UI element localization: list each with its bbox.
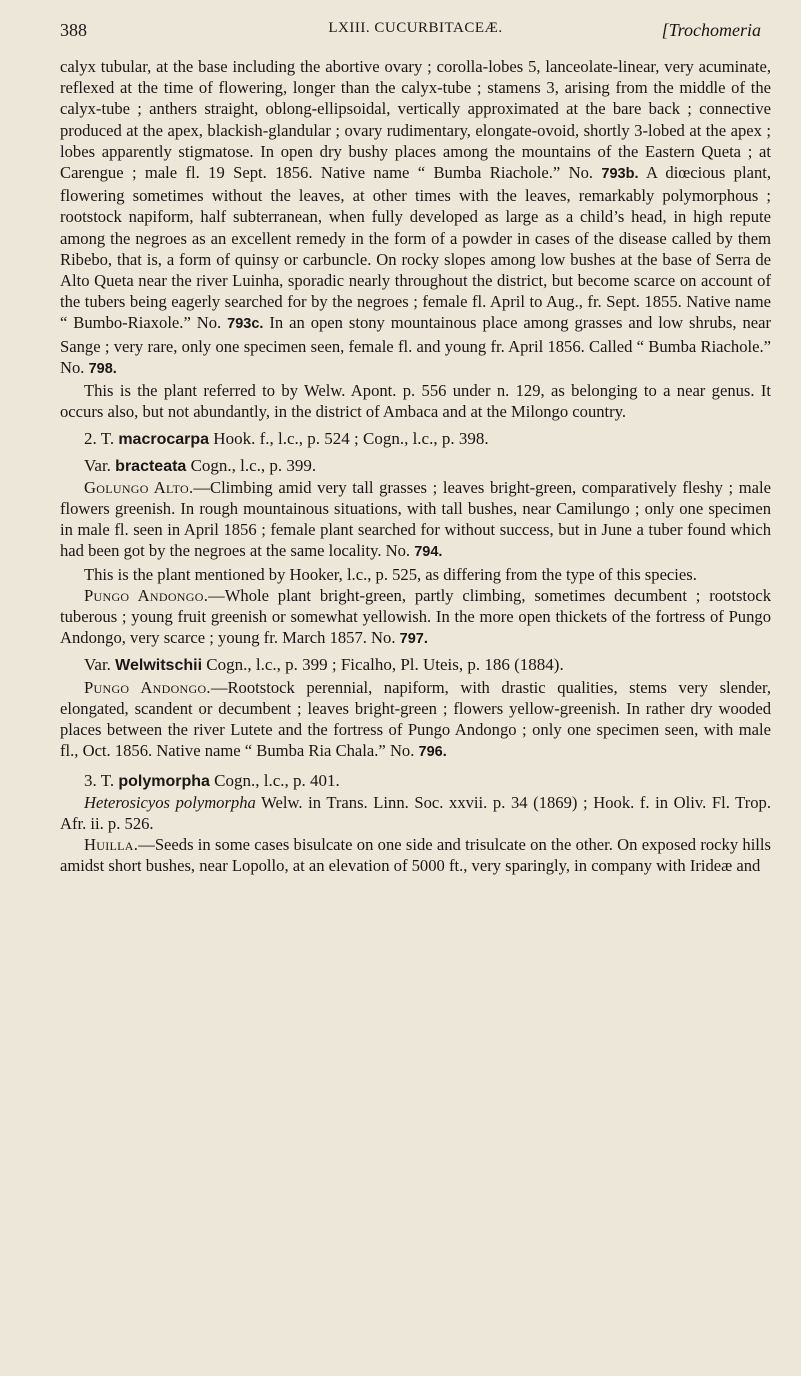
body-text — [60, 56, 771, 877]
text-span: —Whole plant bright-green, partly climbing, sometimes decumbent ; rootstock tuberous ; young fruit greenish or somewhat yellowish. In the more open thickets of the fortress of Pungo Andongo, very scarce ; young fr. March 1857. No. — [60, 585, 771, 648]
variety-entry-bracteata — [60, 455, 771, 477]
variety-entry-welwitschii — [60, 654, 771, 676]
specimen-number: 793b. — [601, 166, 639, 183]
species-number: 2. T. — [84, 429, 115, 449]
variety-label: Var. — [84, 655, 111, 675]
variety-label: Var. — [84, 455, 111, 475]
paragraph-note: This is the plant referred to by Welw. Apont. p. 556 under n. 129, as belonging to a near genus. It occurs also, but not abundantly, in the district of Ambaca and at the Milongo country. — [60, 381, 771, 422]
specimen-number: 793c. — [227, 316, 264, 333]
locality-golungo-alto — [60, 477, 771, 564]
species-entry-polymorpha — [60, 770, 771, 792]
page-header — [60, 20, 771, 56]
text-span: calyx tubular, at the base including the abortive ovary ; corolla-lobes 5, lanceolate-linear, very acuminate, reflexed at the time of flowering, longer than the calyx-tube ; stamens 3, arising from the middle of the calyx-tube ; anthers straight, oblong-ellipsoidal, vertically approximated at the bare back ; connective produced at the apex, blackish-glandular ; ovary rudimentary, elongate-ovoid, shortly 3-lobed at the apex ; lobes apparently stigmatose. In open dry bushy places among the mountains of the Eastern Queta ; at Carengue ; male fl. 19 Sept. 1856. Native name “ Bumba Riachole.” No. — [60, 57, 771, 183]
specimen-number: 796. — [418, 744, 447, 761]
locality-name: Golungo Alto. — [84, 477, 194, 497]
locality-name: Pungo Andongo. — [84, 677, 211, 697]
specimen-number: 794. — [414, 544, 443, 561]
text-span: —Rootstock perennial, napiform, with drastic qualities, stems very slender, elongated, scandent or decumbent ; leaves bright-green ; flowers yellow-greenish. In rather dry wooded places between the river Lutete and the fortress of Pungo Andongo ; only one specimen seen, with male fl., Oct. 1856. Native name “ Bumba Ria Chala.” No. — [60, 677, 772, 761]
page-number: 388 — [60, 20, 87, 40]
variety-name: bracteata — [115, 457, 187, 475]
specimen-number: 797. — [399, 631, 428, 648]
locality-pungo-andongo-2 — [60, 677, 771, 764]
species-name: macrocarpa — [118, 431, 210, 449]
synonym-entry — [60, 792, 771, 834]
locality-pungo-andongo — [60, 585, 771, 651]
variety-citation: Cogn., l.c., p. 399. — [190, 455, 317, 475]
running-title: LXIII. CUCURBITACEÆ. — [328, 20, 503, 36]
variety-name: Welwitschii — [115, 657, 203, 675]
text-span: —Climbing amid very tall grasses ; leaves bright-green, comparatively fleshy ; male flowers greenish. In rough mountainous situations, with tall bushes, near Camilungo ; only one specimen in male fl. seen in April 1856 ; female plant searched for without success, but in June a tuber found which had been got by the negroes at the same locality. No. — [60, 477, 771, 561]
paragraph-note: This is the plant mentioned by Hooker, l.c., p. 525, as differing from the type of this species. — [84, 564, 697, 584]
species-name: polymorpha — [118, 772, 210, 790]
locality-huilla — [60, 834, 771, 876]
synonym-citation: Welw. in Trans. Linn. Soc. xxvii. p. 34 (1869) ; Hook. f. in Oliv. Fl. Trop. Afr. ii. p. 526. — [60, 792, 771, 833]
species-citation: Cogn., l.c., p. 401. — [214, 770, 340, 790]
variety-citation: Cogn., l.c., p. 399 ; Ficalho, Pl. Uteis, p. 186 (1884). — [206, 655, 564, 675]
locality-name: Pungo Andongo. — [84, 585, 209, 605]
specimen-number: 798. — [88, 360, 117, 377]
species-entry-macrocarpa — [60, 428, 771, 450]
genus-heading: [Trochomeria — [661, 20, 761, 40]
locality-name: Huilla. — [84, 835, 139, 855]
species-number: 3. T. — [84, 770, 115, 790]
text-span: A diœcious plant, flowering sometimes without the leaves, at other times with the leaves, remarkably polymorphous ; rootstock napiform, half subterranean, when fully developed as large as a child’s head, in high repute among the negroes as an excellent remedy in the form of a powder in cases of the disease called by them Ribebo, that is, a form of quinsy or carbuncle. On rocky slopes among low bushes at the base of Serra de Alto Queta near the river Luinha, sporadic nearly throughout the district, but become scarce on account of the tubers being eagerly searched for by the negroes ; female fl. April to Aug., fr. Sept. 1855. Native name “ Bumbo-Riaxole.” No. — [60, 163, 772, 333]
text-span: —Seeds in some cases bisulcate on one side and trisulcate on the other. On exposed rocky hills amidst short bushes, near Lopollo, at an elevation of 5000 ft., very sparingly, in company with Irideæ and — [60, 835, 771, 876]
text-span: In an open stony mountainous place among grasses and low shrubs, near Sange ; very rare, only one specimen seen, female fl. and young fr. April 1856. Called “ Bumba Riachole.” No. — [60, 313, 772, 377]
paragraph-description — [60, 56, 771, 380]
species-citation: Hook. f., l.c., p. 524 ; Cogn., l.c., p. 398. — [213, 429, 489, 449]
synonym-name: Heterosicyos polymorpha — [84, 792, 256, 812]
